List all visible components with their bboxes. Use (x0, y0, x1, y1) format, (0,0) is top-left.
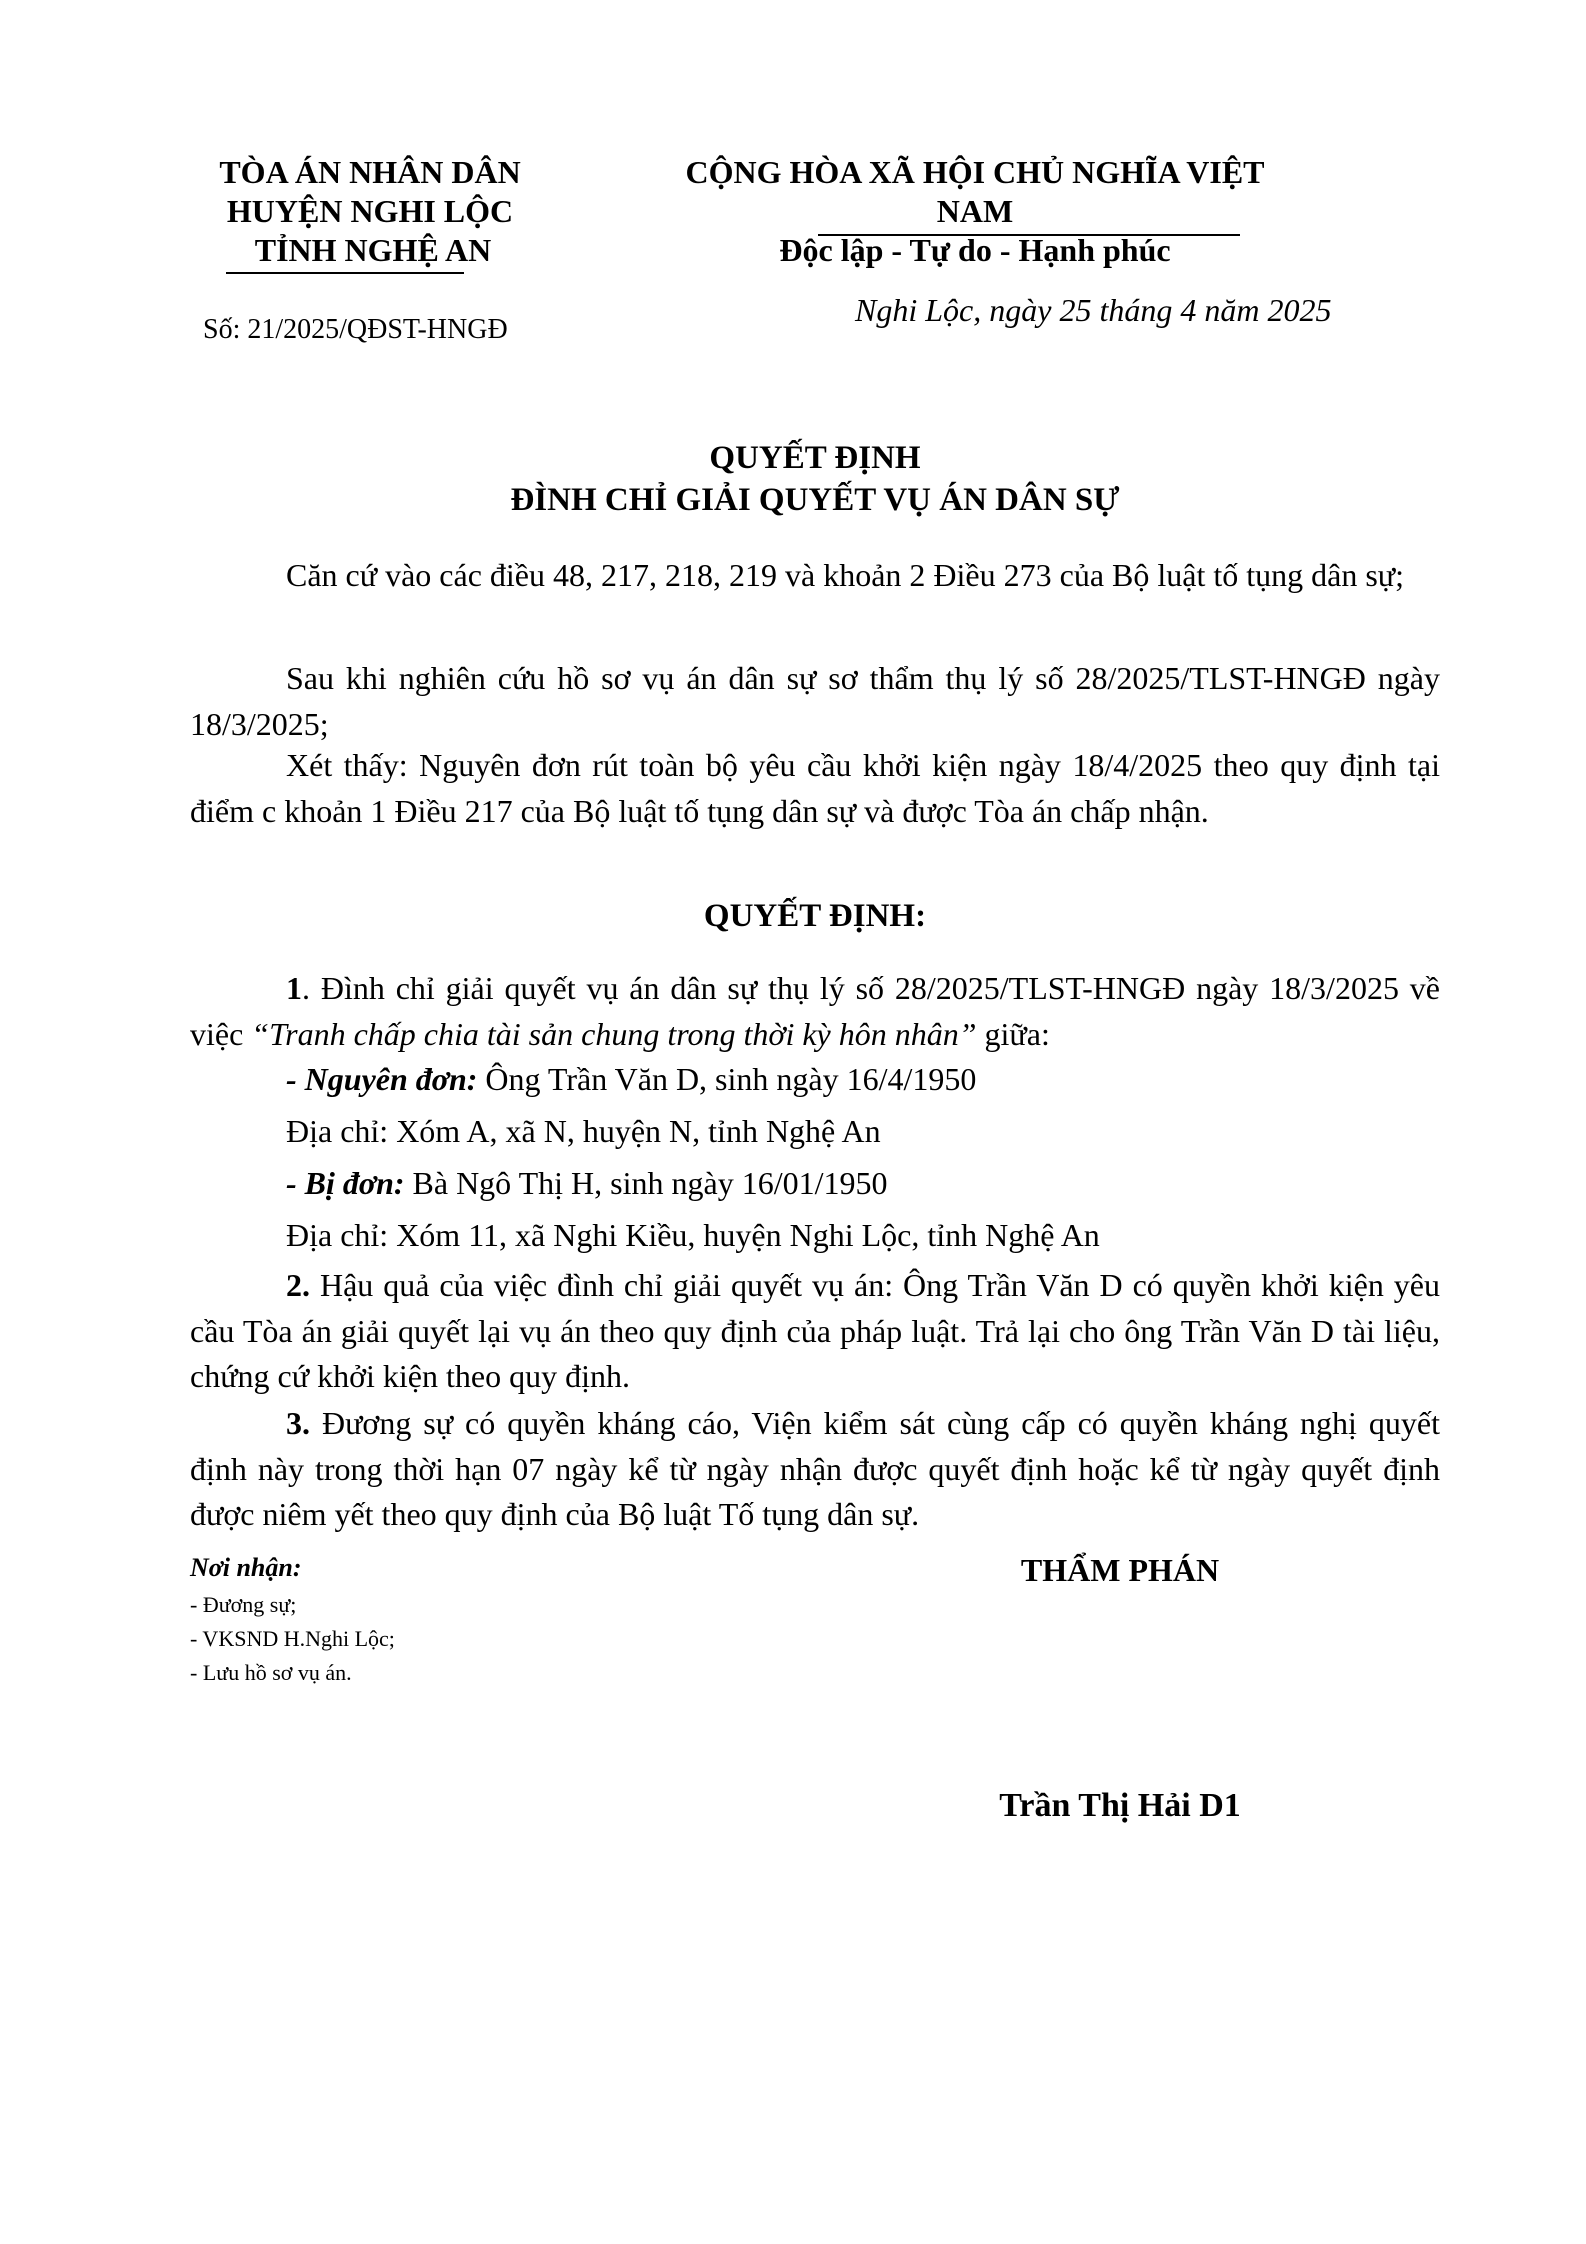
document-title (190, 437, 1440, 521)
item-3-text: Đương sự có quyền kháng cáo, Viện kiểm sát cùng cấp có quyền kháng nghị quyết định này trong thời hạn 07 ngày kể từ ngày nhận được quyết định hoặc kể từ ngày quyết định được niêm yết theo quy định của Bộ luật Tố tụng dân sự. (190, 1405, 1440, 1532)
defendant-label: - Bị đơn: (286, 1165, 405, 1201)
item-1-tail: giữa: (976, 1015, 1050, 1052)
preamble-case-review: Sau khi nghiên cứu hồ sơ vụ án dân sự sơ thẩm thụ lý số 28/2025/TLST-HNGĐ ngày 18/3/2025; (190, 660, 1440, 742)
item-1-number: 1 (286, 970, 302, 1006)
preamble-consideration: Xét thấy: Nguyên đơn rút toàn bộ yêu cầu khởi kiện ngày 18/4/2025 theo quy định tại điểm c khoản 1 Điều 217 của Bộ luật tố tụng dân sự và được Tòa án chấp nhận. (190, 747, 1440, 829)
signature-role: THẨM PHÁN (1020, 1552, 1220, 1588)
plaintiff-line (286, 1057, 976, 1102)
decision-item-3 (190, 1401, 1440, 1538)
decision-heading: QUYẾT ĐỊNH: (703, 898, 927, 934)
plaintiff-label: - Nguyên đơn: (286, 1061, 478, 1097)
document-number: Số: 21/2025/QĐST-HNGĐ (203, 314, 508, 345)
signer-name: Trần Thị Hải D1 (999, 1787, 1241, 1824)
decision-item-1 (190, 966, 1440, 1057)
court-underline (226, 272, 464, 274)
recipients-label: Nơi nhận: (190, 1553, 302, 1582)
recipient-item: - Lưu hồ sơ vụ án. (190, 1660, 352, 1685)
item-2-number: 2. (286, 1267, 310, 1303)
motto-underline (818, 234, 1240, 236)
decision-item-2 (190, 1263, 1440, 1400)
defendant-address: Địa chỉ: Xóm 11, xã Nghi Kiều, huyện Nghi Lộc, tỉnh Nghệ An (286, 1217, 1100, 1253)
title-line-2: ĐÌNH CHỈ GIẢI QUYẾT VỤ ÁN DÂN SỰ (510, 482, 1120, 518)
court-name-block (170, 153, 570, 270)
preamble-legal-basis: Căn cứ vào các điều 48, 217, 218, 219 và khoản 2 Điều 273 của Bộ luật tố tụng dân sự; (286, 557, 1405, 593)
recipient-item: - VKSND H.Nghi Lộc; (190, 1626, 395, 1651)
plaintiff-info: Ông Trần Văn D, sinh ngày 16/4/1950 (477, 1061, 977, 1097)
title-line-1: QUYẾT ĐỊNH (709, 440, 921, 476)
item-3-number: 3. (286, 1405, 310, 1441)
defendant-line (286, 1161, 887, 1206)
court-line-3: TỈNH NGHỆ AN (254, 232, 492, 268)
recipient-item: - Đương sự; (190, 1592, 297, 1617)
nation-block (660, 153, 1290, 270)
court-line-1: TÒA ÁN NHÂN DÂN (219, 154, 521, 190)
item-1-text: . Đình chỉ giải quyết vụ án dân sự thụ lý số 28/2025/TLST-HNGĐ ngày 18/3/2025 về việc (190, 970, 1440, 1052)
plaintiff-address: Địa chỉ: Xóm A, xã N, huyện N, tỉnh Nghệ An (286, 1113, 881, 1149)
item-1-case-subject: “Tranh chấp chia tài sản chung trong thời kỳ hôn nhân” (251, 1015, 977, 1052)
defendant-info: Bà Ngô Thị H, sinh ngày 16/01/1950 (404, 1165, 888, 1201)
item-2-text: Hậu quả của việc đình chỉ giải quyết vụ án: Ông Trần Văn D có quyền khởi kiện yêu cầu Tòa án giải quyết lại vụ án theo quy định của pháp luật. Trả lại cho ông Trần Văn D tài liệu, chứng cứ khởi kiện theo quy định. (190, 1267, 1440, 1394)
place-date: Nghi Lộc, ngày 25 tháng 4 năm 2025 (855, 292, 1332, 328)
court-line-2: HUYỆN NGHI LỘC (226, 193, 514, 229)
nation-name: CỘNG HÒA XÃ HỘI CHỦ NGHĨA VIỆT NAM (685, 154, 1265, 229)
national-motto: Độc lập - Tự do - Hạnh phúc (779, 232, 1171, 268)
